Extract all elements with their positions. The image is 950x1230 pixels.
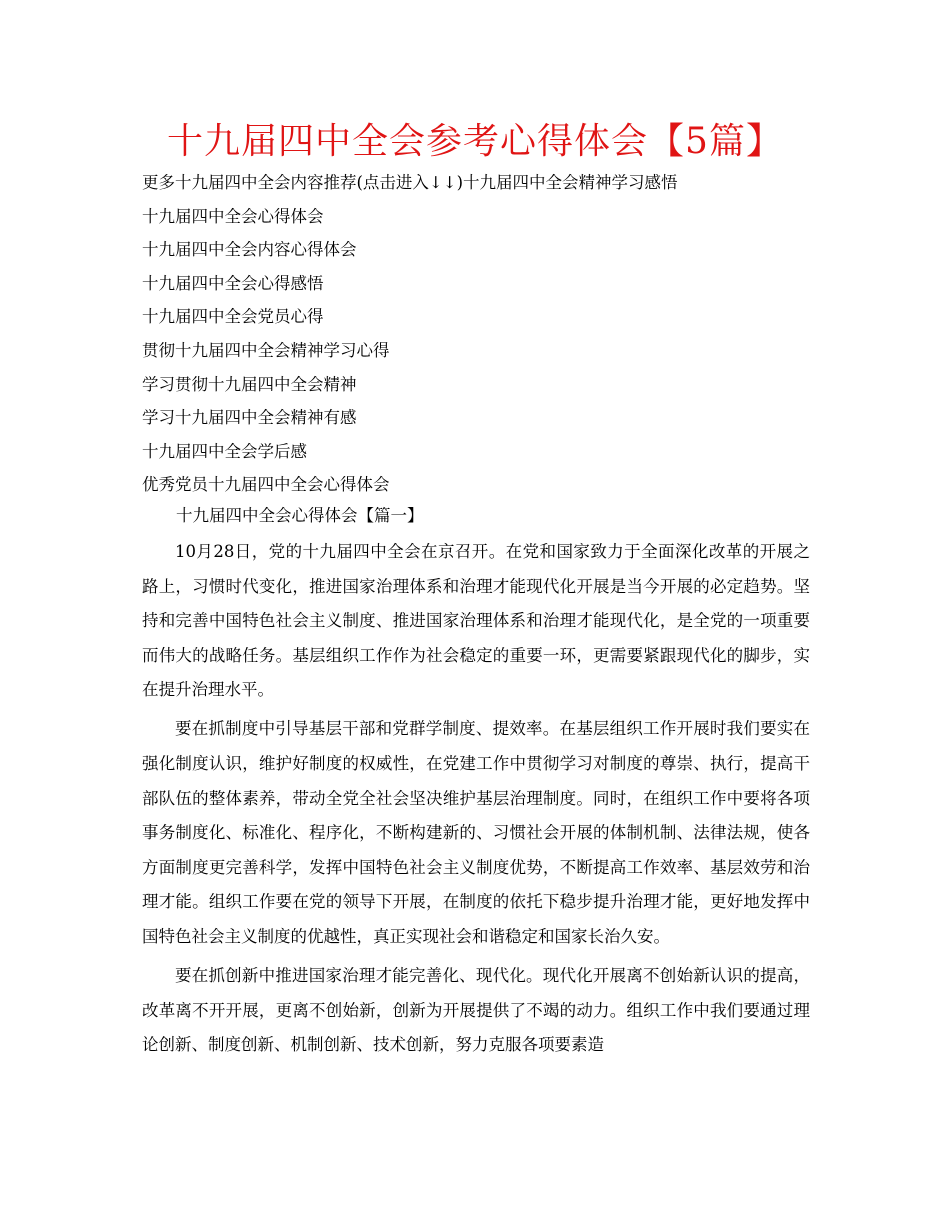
recommended-link-item[interactable]: 十九届四中全会党员心得: [142, 307, 324, 327]
recommended-link-item[interactable]: 十九届四中全会学后感: [142, 441, 307, 461]
recommended-link-item[interactable]: 学习贯彻十九届四中全会精神: [142, 374, 357, 394]
document-title: 十九届四中全会参考心得体会【5篇】: [167, 121, 783, 162]
recommended-link-item[interactable]: 十九届四中全会心得体会: [142, 206, 324, 226]
recommended-link-item[interactable]: 十九届四中全会心得感悟: [142, 273, 324, 293]
body-paragraph: 要在抓制度中引导基层干部和党群学制度、提效率。在基层组织工作开展时我们要实在强化制度认识，维护好制度的权威性，在党建工作中贯彻学习对制度的尊崇、执行，提高干部队伍的整体素养，带动全党全社会坚决维护基层治理制度。同时，在组织工作中要将各项事务制度化、标准化、程序化，不断构建新的、习惯社会开展的体制机制、法律法规，使各方面制度更完善科学，发挥中国特色社会主义制度优势，不断提高工作效率、基层效劳和治理才能。组织工作要在党的领导下开展，在制度的依托下稳步提升治理才能，更好地发挥中国特色社会主义制度的优越性，真正实现社会和谐稳定和国家长治久安。: [142, 719, 810, 947]
recommended-link-item[interactable]: 十九届四中全会内容心得体会: [142, 240, 357, 260]
article-body: [142, 535, 810, 1067]
recommended-link-item[interactable]: 贯彻十九届四中全会精神学习心得: [142, 340, 390, 360]
recommended-links-list: [142, 166, 842, 502]
body-paragraph: 10月28日，党的十九届四中全会在京召开。在党和国家致力于全面深化改革的开展之路上，习惯时代变化，推进国家治理体系和治理才能现代化开展是当今开展的必定趋势。坚持和完善中国特色社会主义制度、推进国家治理体系和治理才能现代化，是全党的一项重要而伟大的战略任务。基层组织工作作为社会稳定的重要一环，更需要紧跟现代化的脚步，实在提升治理水平。: [142, 542, 810, 700]
recommended-link-item[interactable]: 学习十九届四中全会精神有感: [142, 408, 357, 428]
recommended-link-item[interactable]: 更多十九届四中全会内容推荐(点击进入↓↓)十九届四中全会精神学习感悟: [142, 173, 678, 192]
section-heading: 十九届四中全会心得体会【篇一】: [176, 506, 424, 525]
body-paragraph: 要在抓创新中推进国家治理才能完善化、现代化。现代化开展离不创始新认识的提高，改革离不开开展，更离不创始新，创新为开展提供了不竭的动力。组织工作中我们要通过理论创新、制度创新、机制创新、技术创新，努力克服各项要素造: [142, 966, 810, 1055]
recommended-link-item[interactable]: 优秀党员十九届四中全会心得体会: [142, 475, 390, 495]
